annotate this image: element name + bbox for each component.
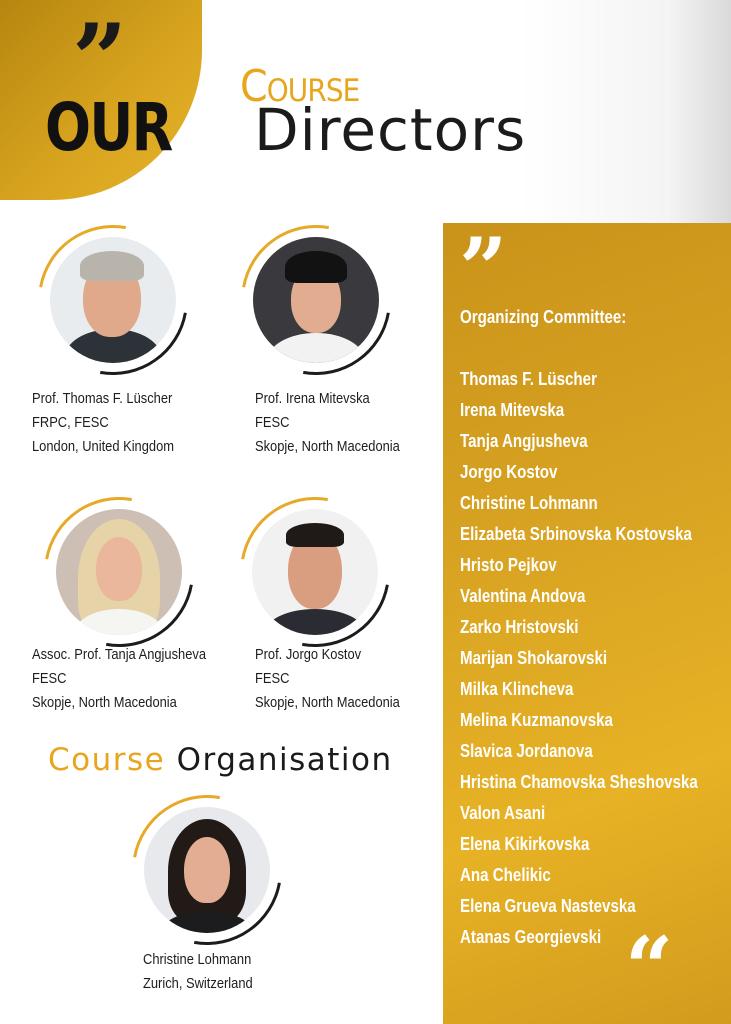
organiser-photo	[132, 795, 282, 945]
committee-member: Christine Lohmann	[460, 493, 598, 513]
quote-icon: ”	[459, 219, 508, 318]
director-location: London, United Kingdom	[32, 438, 175, 455]
organisation-heading	[48, 740, 393, 780]
committee-title: Organizing Committee:	[460, 307, 627, 327]
committee-member: Elena Kikirkovska	[460, 834, 590, 854]
director-credentials: FESC	[32, 670, 67, 687]
director-location: Skopje, North Macedonia	[32, 694, 177, 711]
quote-icon: ”	[72, 3, 128, 116]
director-caption	[32, 387, 174, 459]
committee-member: Irena Mitevska	[460, 400, 565, 420]
committee-member: Atanas Georgievski	[460, 927, 602, 947]
committee-member: Ana Chelikic	[460, 865, 551, 885]
committee-member: Marijan Shokarovski	[460, 648, 608, 668]
committee-member: Melina Kuzmanovska	[460, 710, 613, 730]
director-name: Assoc. Prof. Tanja Angjusheva	[32, 646, 207, 663]
director-name: Prof. Jorgo Kostov	[255, 646, 362, 663]
director-credentials: FESC	[255, 414, 290, 431]
committee-member: Zarko Hristovski	[460, 617, 579, 637]
committee-member: Valon Asani	[460, 803, 546, 823]
director-photo	[38, 225, 188, 375]
director-caption	[32, 643, 206, 715]
committee-member: Hristo Pejkov	[460, 555, 557, 575]
organiser-caption	[143, 948, 253, 996]
our-label: OUR	[45, 89, 172, 166]
director-location: Skopje, North Macedonia	[255, 438, 400, 455]
director-caption	[255, 387, 400, 459]
title-course: Course	[240, 61, 360, 112]
title-directors: Directors	[254, 96, 527, 164]
organiser-name: Christine Lohmann	[143, 951, 252, 968]
committee-member: Tanja Angjusheva	[460, 431, 588, 451]
committee-member: Thomas F. Lüscher	[460, 369, 597, 389]
director-photo	[240, 497, 390, 647]
header-gradient	[520, 0, 731, 225]
director-caption	[255, 643, 400, 715]
director-photo	[241, 225, 391, 375]
committee-member: Slavica Jordanova	[460, 741, 593, 761]
committee-member: Elizabeta Srbinovska Kostovska	[460, 524, 692, 544]
director-location: Skopje, North Macedonia	[255, 694, 400, 711]
committee-member: Valentina Andova	[460, 586, 586, 606]
committee-panel	[443, 219, 731, 1024]
our-badge	[0, 0, 202, 200]
director-credentials: FESC	[255, 670, 290, 687]
director-name: Prof. Thomas F. Lüscher	[32, 390, 173, 407]
committee-member: Elena Grueva Nastevska	[460, 896, 636, 916]
committee-member: Hristina Chamovska Sheshovska	[460, 772, 698, 792]
organiser-location: Zurich, Switzerland	[143, 975, 253, 992]
organisation-heading-course: Course	[48, 742, 166, 778]
committee-member: Jorgo Kostov	[460, 462, 558, 482]
director-credentials: FRPC, FESC	[32, 414, 109, 431]
quote-icon: “	[625, 918, 674, 1017]
committee-member: Milka Klincheva	[460, 679, 574, 699]
organisation-heading-rest: Organisation	[176, 742, 393, 778]
committee-list	[460, 364, 731, 953]
director-photo	[44, 497, 194, 647]
director-name: Prof. Irena Mitevska	[255, 390, 370, 407]
